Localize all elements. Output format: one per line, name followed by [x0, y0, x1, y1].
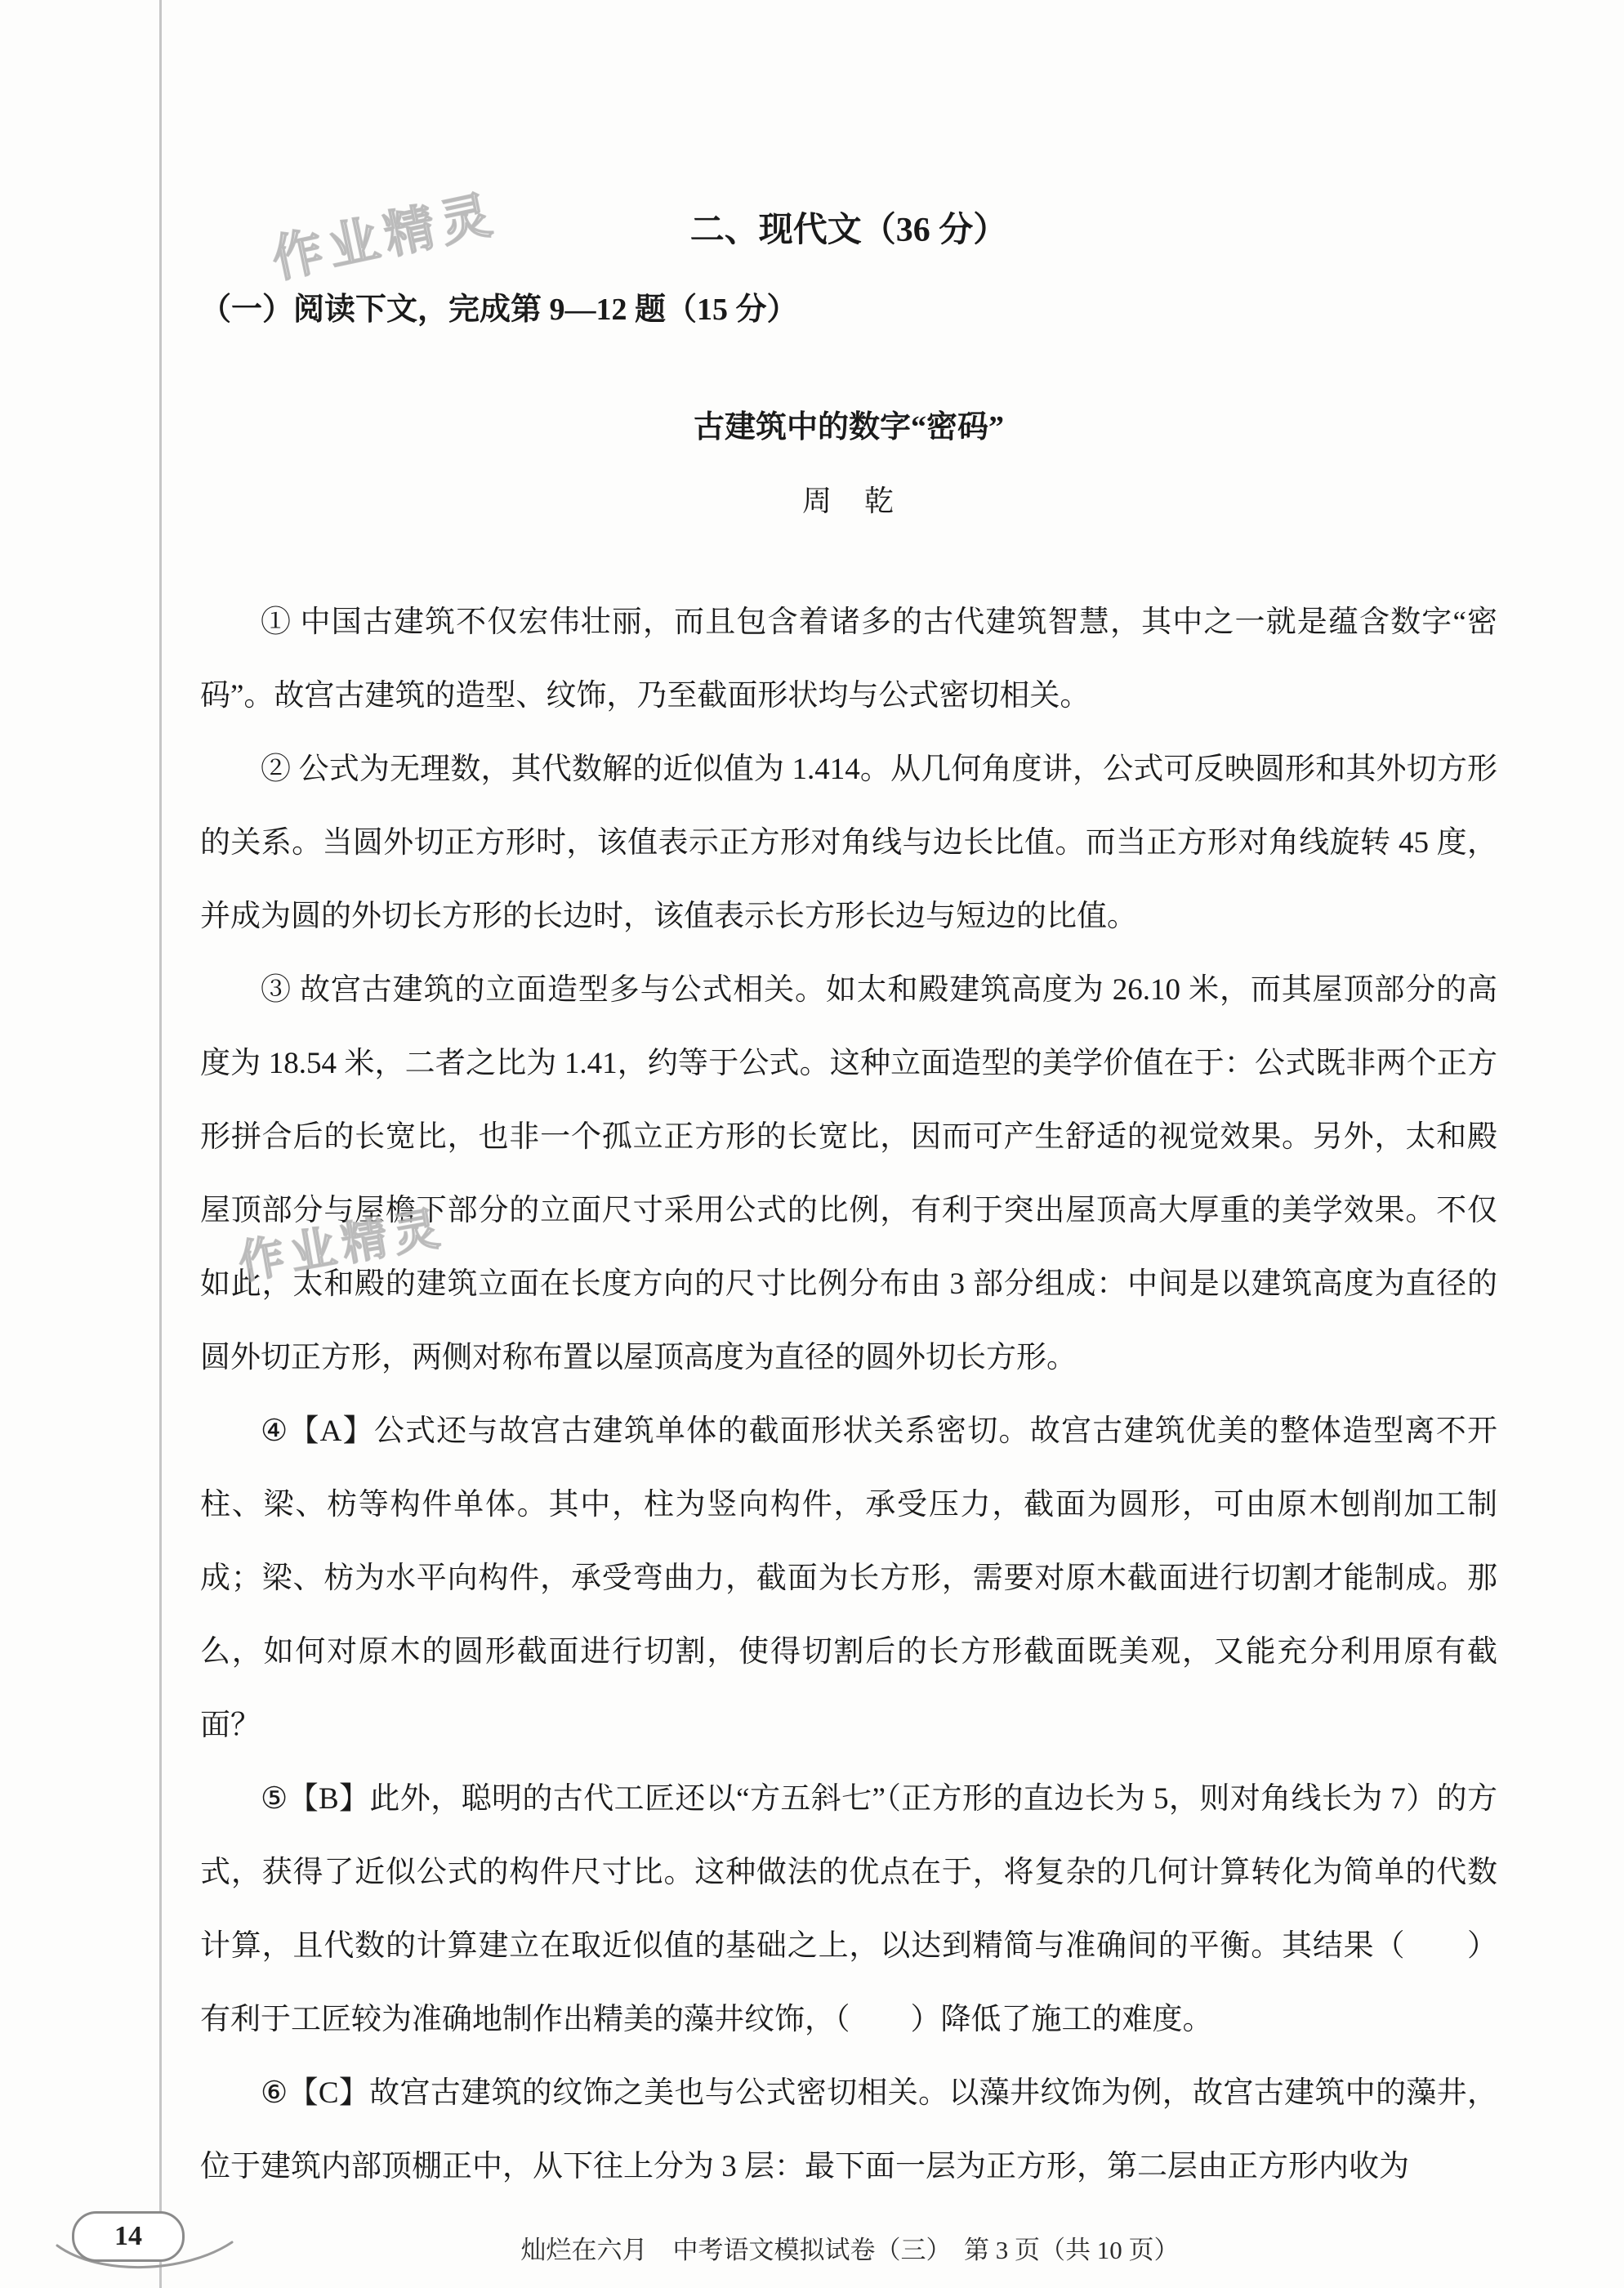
article-author: 周 乾: [801, 485, 895, 518]
article-paragraph: ⑥【C】故宫古建筑的纹饰之美也与公式密切相关。以藻井纹饰为例，故宫古建筑中的藻井，位于建筑内部顶棚正中，从下往上分为 3 层：最下面一层为正方形，第二层由正方形内收为: [200, 2076, 1497, 2184]
section-heading: 二、现代文（36 分）: [689, 212, 1008, 249]
article-paragraph: ② 公式为无理数，其代数解的近似值为 1.414。从几何角度讲，公式可反映圆形和其外切方形的关系。当圆外切正方形时，该值表示正方形对角线与边长比值。而当正方形对角线旋转 45 度，并成为圆的外切长方形的长边时，该值表示长方形长边与短边的比值。: [200, 753, 1497, 934]
watermark-middle: 作业精灵: [234, 1203, 450, 1289]
watermark-top: 作业精灵: [267, 186, 503, 289]
footer-text: 灿烂在六月 中考语文模拟试卷（三） 第 3 页（共 10 页）: [520, 2236, 1180, 2264]
page-number-badge: 14: [72, 2211, 185, 2262]
article-paragraph: ④【A】公式还与故宫古建筑单体的截面形状关系密切。故宫古建筑优美的整体造型离不开柱、梁、枋等构件单体。其中，柱为竖向构件，承受压力，截面为圆形，可由原木刨削加工制成；梁、枋为水平向构件，承受弯曲力，截面为长方形，需要对原木截面进行切割才能制成。那么，如何对原木的圆形截面进行切割，使得切割后的长方形截面既美观，又能充分利用原有截面？: [200, 1414, 1497, 1743]
article-paragraph: ③ 故宫古建筑的立面造型多与公式相关。如太和殿建筑高度为 26.10 米，而其屋顶部分的高度为 18.54 米，二者之比为 1.41，约等于公式。这种立面造型的美学价值在于：公式既非两个正方形拼合后的长宽比，也非一个孤立正方形的长宽比，因而可产生舒适的视觉效果。另外，太和殿屋顶部分与屋檐下部分的立面尺寸采用公式的比例，有利于突出屋顶高大厚重的美学效果。不仅如此，太和殿的建筑立面在长度方向的尺寸比例分布由 3 部分组成：中间是以建筑高度为直径的圆外切正方形，两侧对称布置以屋顶高度为直径的圆外切长方形。: [200, 973, 1497, 1375]
article-body: [200, 586, 1497, 2204]
article-paragraph: ① 中国古建筑不仅宏伟壮丽，而且包含着诸多的古代建筑智慧，其中之一就是蕴含数字“密码”。故宫古建筑的造型、纹饰，乃至截面形状均与公式密切相关。: [200, 606, 1497, 713]
reading-instruction: （一）阅读下文，完成第 9—12 题（15 分）: [200, 292, 798, 327]
article-paragraph: ⑤【B】此外，聪明的古代工匠还以“方五斜七”（正方形的直边长为 5，则对角线长为 7）的方式，获得了近似公式的构件尺寸比。这种做法的优点在于，将复杂的几何计算转化为简单的代数计算，且代数的计算建立在取近似值的基础之上，以达到精简与准确间的平衡。其结果（ ）有利于工匠较为准确地制作出精美的藻井纹饰，（ ）降低了施工的难度。: [200, 1782, 1497, 2037]
article-title: 古建筑中的数字“密码”: [693, 409, 1004, 445]
